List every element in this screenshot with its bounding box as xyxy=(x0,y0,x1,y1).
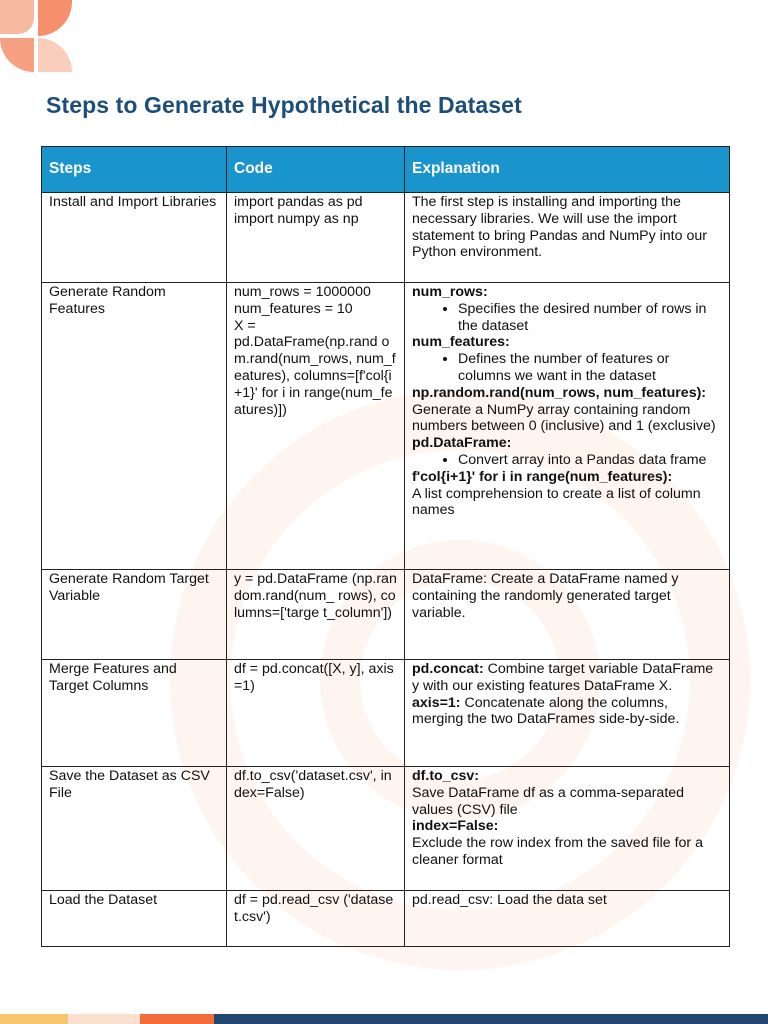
term-label: df.to_csv: xyxy=(412,768,480,784)
term-label: axis=1: xyxy=(412,694,461,711)
explanation-cell: pd.read_csv: Load the data set xyxy=(405,891,730,947)
term-description: A list comprehension to create a list of column names xyxy=(412,485,701,519)
term-label: np.random.rand(num_rows, num_features): xyxy=(412,384,707,401)
code-cell: df = pd.concat([X, y], axis=1) xyxy=(227,660,405,767)
step-cell: Save the Dataset as CSV File xyxy=(42,767,227,891)
header-steps: Steps xyxy=(42,147,227,193)
step-cell: Install and Import Libraries xyxy=(42,193,227,283)
bullet-item: • Specifies the desired number of rows in the dataset xyxy=(458,301,722,335)
term-description: Combine target variable DataFrame y with our existing features DataFrame X. xyxy=(412,661,714,694)
footer-stripe xyxy=(0,1014,768,1024)
explanation-cell: DataFrame: Create a DataFrame named y containing the randomly generated target variable. xyxy=(405,570,730,660)
term-label: index=False: xyxy=(412,818,499,835)
logo-icon xyxy=(0,0,80,72)
table-header-row xyxy=(42,147,730,193)
table-row xyxy=(42,283,730,570)
step-cell: Generate Random Features xyxy=(42,283,227,570)
term-label: f'col{i+1}' for i in range(num_features): xyxy=(412,468,673,485)
bullet-item: • Defines the number of features or columns we want in the dataset xyxy=(458,351,722,385)
term-description: Generate a NumPy array containing random numbers between 0 (inclusive) and 1 (exclusive) xyxy=(412,401,716,435)
term-label: pd.concat: xyxy=(412,661,484,677)
table-row xyxy=(42,193,730,283)
term-label: pd.DataFrame: xyxy=(412,435,512,452)
code-cell: num_rows = 1000000 num_features = 10 X = pd.DataFrame(np.rand om.rand(num_rows, num_features), columns=[f'col{i+1}' for i in range(num_features)]) xyxy=(227,283,405,570)
explanation-cell: The first step is installing and importing the necessary libraries. We will use the import statement to bring Pandas and NumPy into our Python environment. xyxy=(405,193,730,283)
step-cell: Load the Dataset xyxy=(42,891,227,947)
term-description: Exclude the row index from the saved file for a cleaner format xyxy=(412,835,703,868)
code-cell: import pandas as pd import numpy as np xyxy=(227,193,405,283)
steps-table xyxy=(41,146,730,947)
header-explanation: Explanation xyxy=(405,147,730,193)
table-row xyxy=(42,570,730,660)
header-code: Code xyxy=(227,147,405,193)
table-row xyxy=(42,660,730,767)
table-row xyxy=(42,891,730,947)
bullet-item: • Convert array into a Pandas data frame xyxy=(458,452,722,469)
code-cell: df = pd.read_csv ('dataset.csv') xyxy=(227,891,405,947)
term-description: Concatenate along the columns, merging the two DataFrames side-by-side. xyxy=(412,694,680,728)
term-label: num_rows: xyxy=(412,284,488,300)
explanation-cell xyxy=(405,660,730,767)
page-title: Steps to Generate Hypothetical the Dataset xyxy=(46,92,522,118)
code-cell: y = pd.DataFrame (np.random.rand(num_ rows), columns=['targe t_column']) xyxy=(227,570,405,660)
step-cell: Generate Random Target Variable xyxy=(42,570,227,660)
step-cell: Merge Features and Target Columns xyxy=(42,660,227,767)
code-cell: df.to_csv('dataset.csv', index=False) xyxy=(227,767,405,891)
table-row xyxy=(42,767,730,891)
explanation-cell xyxy=(405,767,730,891)
term-description: Save DataFrame df as a comma-separated values (CSV) file xyxy=(412,784,685,818)
term-label: num_features: xyxy=(412,334,510,351)
explanation-cell xyxy=(405,283,730,570)
